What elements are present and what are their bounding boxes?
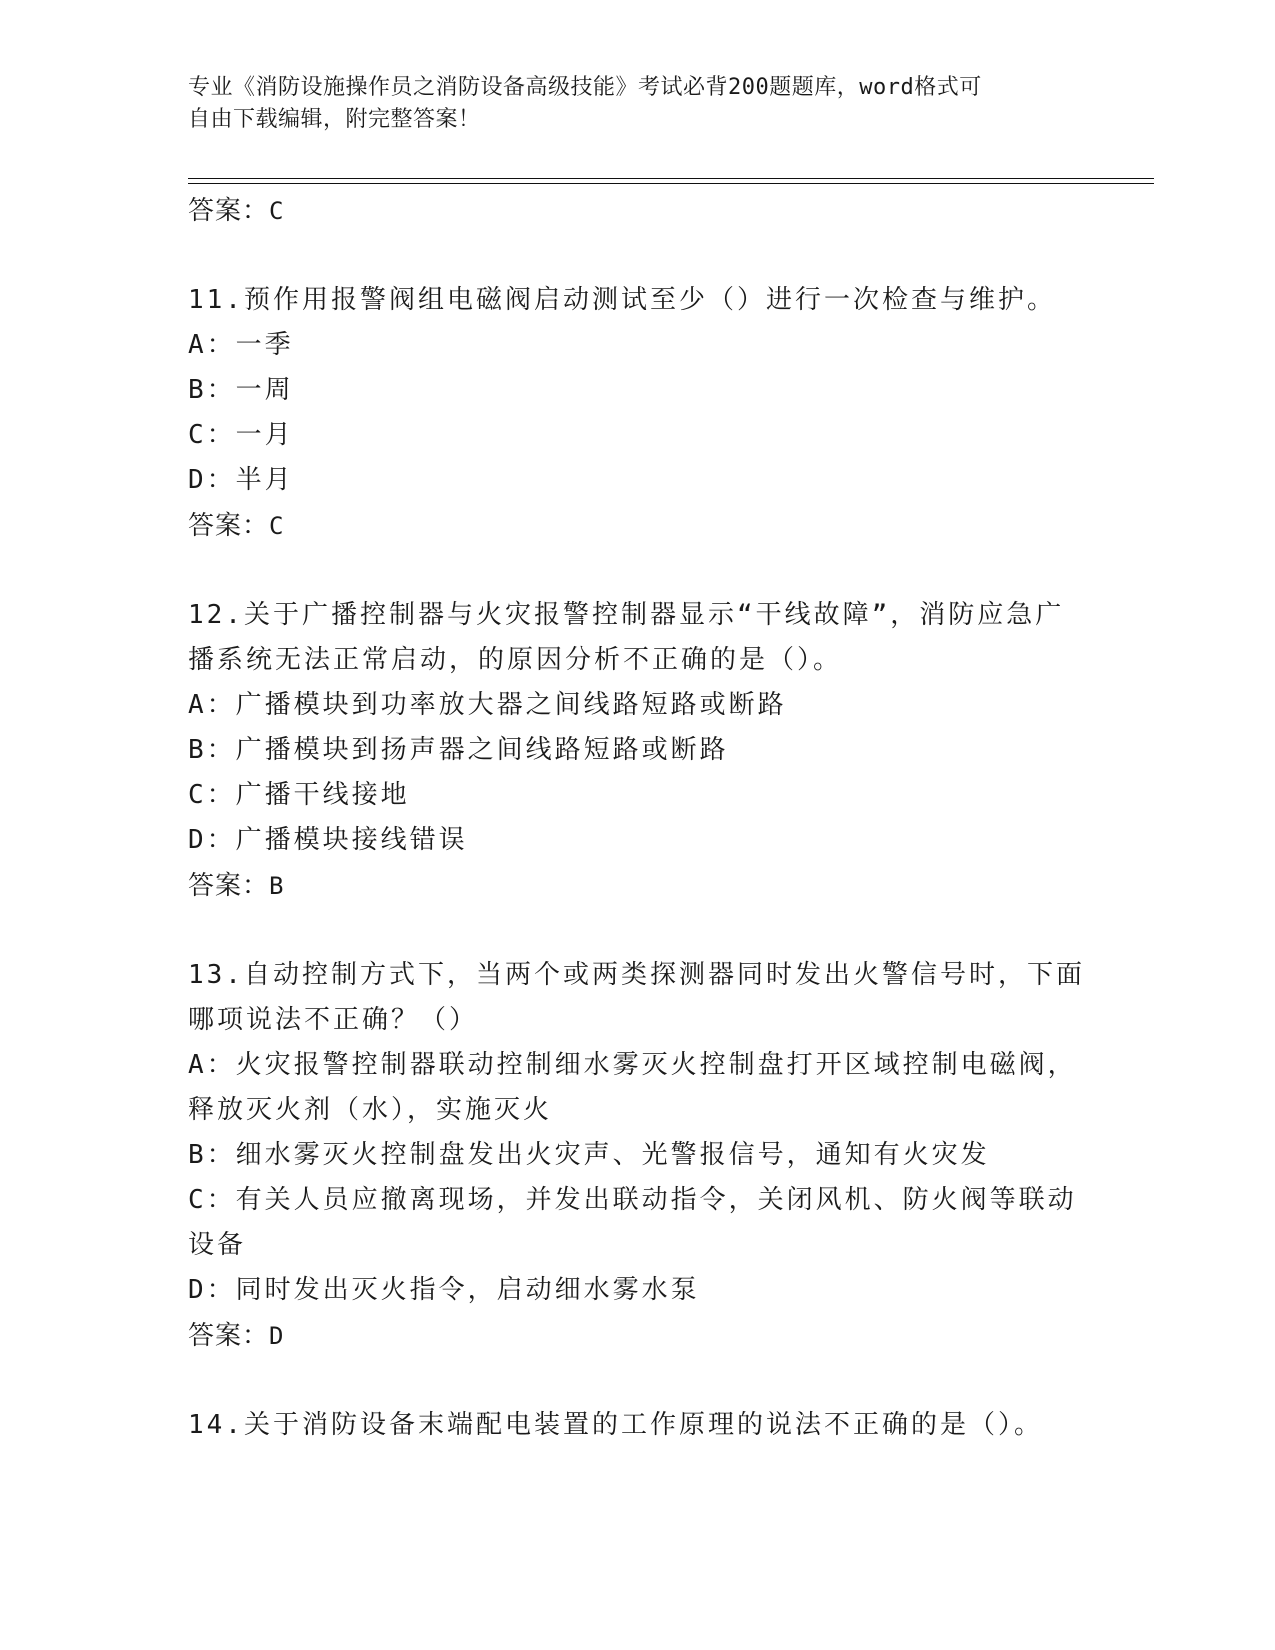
document-header <box>188 72 1068 136</box>
question-13-option-a-line-1: A：火灾报警控制器联动控制细水雾灭火控制盘打开区域控制电磁阀， <box>188 1050 1077 1080</box>
question-13 <box>188 953 1088 1359</box>
question-11 <box>188 278 1088 549</box>
question-12-option-a: A：广播模块到功率放大器之间线路短路或断路 <box>188 690 787 720</box>
question-11-option-d: D：半月 <box>188 465 294 495</box>
question-12-stem-line-2: 播系统无法正常启动，的原因分析不正确的是（）。 <box>188 645 843 675</box>
answer-value: B <box>269 872 285 900</box>
question-12 <box>188 593 1088 909</box>
answer-label: 答案： <box>188 196 270 226</box>
header-rule-bottom <box>188 183 1154 184</box>
answer-label: 答案： <box>188 871 270 901</box>
question-12-option-c: C：广播干线接地 <box>188 780 410 810</box>
question-14 <box>188 1403 1088 1448</box>
question-13-stem-line-2: 哪项说法不正确？（） <box>188 1005 479 1035</box>
question-12-option-b: B：广播模块到扬声器之间线路短路或断路 <box>188 735 729 765</box>
question-13-option-c-line-1: C：有关人员应撤离现场，并发出联动指令，关闭风机、防火阀等联动 <box>188 1185 1077 1215</box>
answer-value: C <box>269 197 285 225</box>
question-12-option-d: D：广播模块接线错误 <box>188 825 468 855</box>
question-13-option-b: B：细水雾灭火控制盘发出火灾声、光警报信号，通知有火灾发 <box>188 1140 990 1170</box>
answer-label: 答案： <box>188 1321 270 1351</box>
question-11-option-b: B：一周 <box>188 375 294 405</box>
question-13-stem-line-1: 13.自动控制方式下，当两个或两类探测器同时发出火警信号时，下面 <box>188 960 1085 990</box>
answer-prev <box>188 188 1088 234</box>
question-12-answer <box>188 863 1088 909</box>
header-rule-top <box>188 178 1154 179</box>
question-12-stem-line-1: 12.关于广播控制器与火灾报警控制器显示“干线故障”，消防应急广 <box>188 600 1065 630</box>
question-13-option-c-line-2: 设备 <box>188 1230 247 1260</box>
header-line-1: 专业《消防设施操作员之消防设备高级技能》考试必背200题题库，word格式可 <box>188 75 982 100</box>
answer-value: C <box>269 512 285 540</box>
answer-label: 答案： <box>188 511 270 541</box>
question-11-stem: 11.预作用报警阀组电磁阀启动测试至少（）进行一次检查与维护。 <box>188 285 1056 315</box>
question-13-option-a-line-2: 释放灭火剂（水），实施灭火 <box>188 1095 553 1125</box>
question-14-stem: 14.关于消防设备末端配电装置的工作原理的说法不正确的是（）。 <box>188 1410 1043 1440</box>
header-line-2: 自由下载编辑，附完整答案！ <box>188 107 481 132</box>
answer-value: D <box>269 1322 285 1350</box>
question-13-answer <box>188 1313 1088 1359</box>
question-11-option-a: A：一季 <box>188 330 294 360</box>
question-13-option-d: D：同时发出灭火指令，启动细水雾水泵 <box>188 1275 700 1305</box>
question-11-option-c: C：一月 <box>188 420 294 450</box>
question-11-answer <box>188 503 1088 549</box>
question-list <box>188 188 1088 1448</box>
